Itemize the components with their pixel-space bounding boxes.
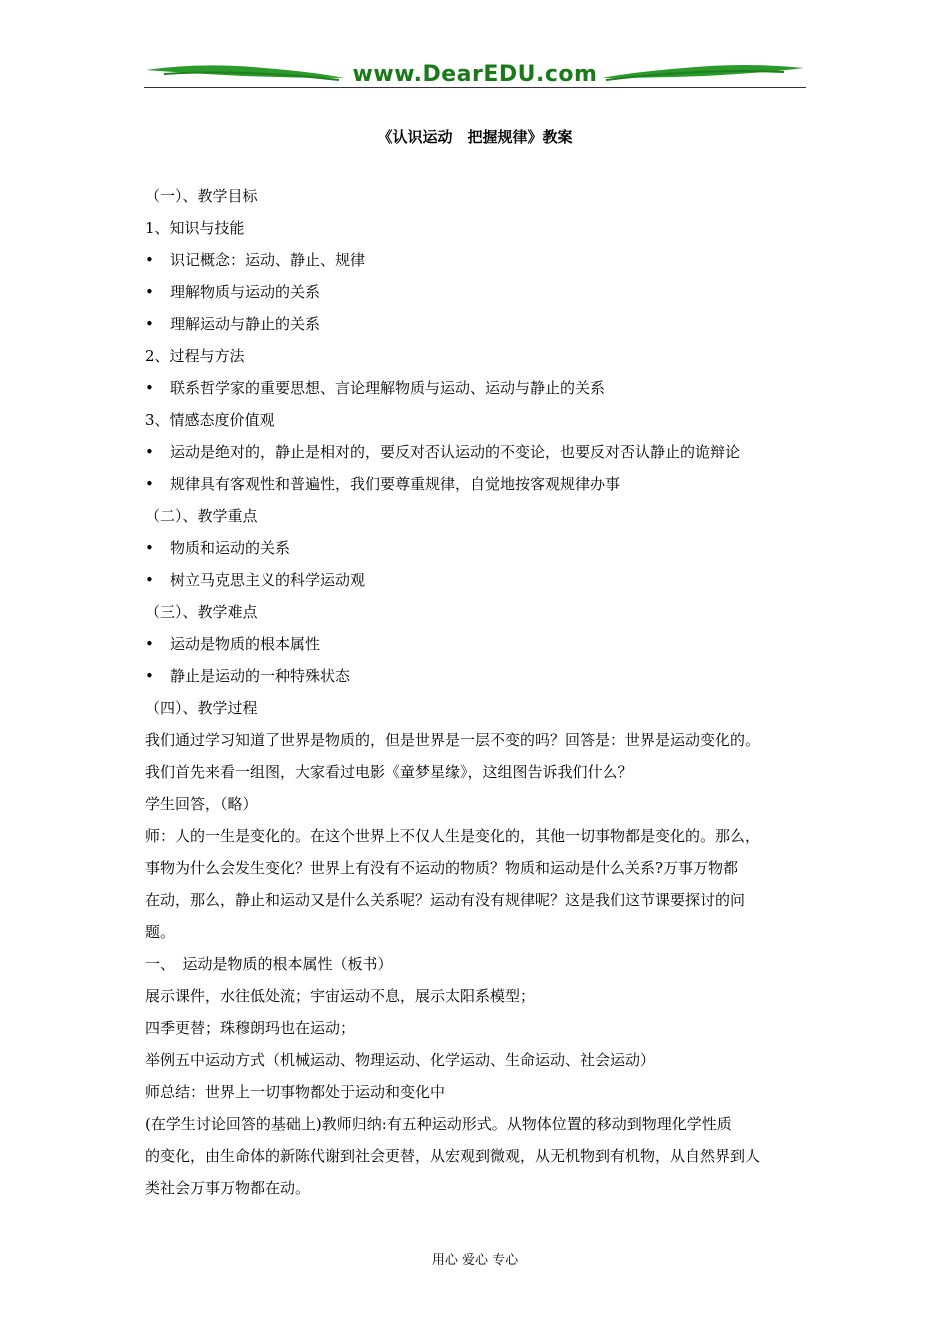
bullet-icon: • bbox=[145, 667, 154, 685]
text-line bbox=[145, 724, 825, 756]
line-text: 静止是运动的一种特殊状态 bbox=[170, 667, 351, 685]
line-text: 在动，那么，静止和运动又是什么关系呢？运动有没有规律呢？这是我们这节课要探讨的问 bbox=[145, 891, 746, 909]
bullet-item bbox=[145, 276, 825, 308]
text-line bbox=[145, 1140, 825, 1172]
line-text: 运动是物质的根本属性 bbox=[170, 635, 321, 653]
line-text: 规律具有客观性和普遍性，我们要尊重规律，自觉地按客观规律办事 bbox=[170, 475, 621, 493]
text-line bbox=[145, 820, 825, 852]
line-text: 学生回答，（略） bbox=[145, 795, 258, 813]
text-line bbox=[145, 916, 825, 948]
line-text: 物质和运动的关系 bbox=[170, 539, 291, 557]
line-text: 我们通过学习知道了世界是物质的，但是世界是一层不变的吗？回答是：世界是运动变化的。 bbox=[145, 731, 761, 749]
line-text: 3、情感态度价值观 bbox=[145, 411, 275, 429]
bullet-item bbox=[145, 436, 825, 468]
text-line bbox=[145, 948, 825, 980]
line-text: 一、 运动是物质的根本属性（板书） bbox=[145, 955, 393, 973]
line-text: 类社会万事万物都在动。 bbox=[145, 1179, 311, 1197]
text-line bbox=[145, 404, 825, 436]
bullet-icon: • bbox=[145, 571, 154, 589]
bullet-icon: • bbox=[145, 251, 154, 269]
line-text: 理解运动与静止的关系 bbox=[170, 315, 321, 333]
line-text: 树立马克思主义的科学运动观 bbox=[170, 571, 366, 589]
line-text: 四季更替；珠穆朗玛也在运动； bbox=[145, 1019, 356, 1037]
bullet-item bbox=[145, 628, 825, 660]
bullet-icon: • bbox=[145, 443, 154, 461]
text-line bbox=[145, 1044, 825, 1076]
line-text: 我们首先来看一组图，大家看过电影《童梦星缘》，这组图告诉我们什么？ bbox=[145, 763, 633, 781]
text-line bbox=[145, 756, 825, 788]
bullet-icon: • bbox=[145, 635, 154, 653]
bullet-item bbox=[145, 468, 825, 500]
page-footer: 用心 爱心 专心 bbox=[431, 1253, 519, 1268]
line-text: 的变化，由生命体的新陈代谢到社会更替，从宏观到微观，从无机物到有机物，从自然界到人 bbox=[145, 1147, 761, 1165]
line-text: （一）、教学目标 bbox=[145, 187, 258, 205]
line-text: 题。 bbox=[145, 923, 176, 941]
text-line bbox=[145, 212, 825, 244]
line-text: 理解物质与运动的关系 bbox=[170, 283, 321, 301]
text-line bbox=[145, 884, 825, 916]
bullet-icon: • bbox=[145, 283, 154, 301]
line-text: （四）、教学过程 bbox=[145, 699, 258, 717]
bullet-item bbox=[145, 308, 825, 340]
line-text: 师：人的一生是变化的。在这个世界上不仅人生是变化的，其他一切事物都是变化的。那么， bbox=[145, 827, 761, 845]
line-text: 展示课件，水往低处流；宇宙运动不息，展示太阳系模型； bbox=[145, 987, 536, 1005]
line-text: 举例五中运动方式（机械运动、物理运动、化学运动、生命运动、社会运动） bbox=[145, 1051, 656, 1069]
line-text: 运动是绝对的，静止是相对的，要反对否认运动的不变论，也要反对否认静止的诡辩论 bbox=[170, 443, 741, 461]
header-rule bbox=[144, 87, 806, 88]
text-line bbox=[145, 1172, 825, 1204]
bullet-icon: • bbox=[145, 315, 154, 333]
bullet-icon: • bbox=[145, 475, 154, 493]
line-text: 2、过程与方法 bbox=[145, 347, 245, 365]
line-text: 师总结：世界上一切事物都处于运动和变化中 bbox=[145, 1083, 446, 1101]
text-line bbox=[145, 500, 825, 532]
line-text: (在学生讨论回答的基础上)教师归纳:有五种运动形式。从物体位置的移动到物理化学性质 bbox=[145, 1115, 732, 1133]
text-line bbox=[145, 340, 825, 372]
text-line bbox=[145, 852, 825, 884]
line-text: 1、知识与技能 bbox=[145, 219, 245, 237]
text-line bbox=[145, 1076, 825, 1108]
text-line bbox=[145, 692, 825, 724]
text-line bbox=[145, 1108, 825, 1140]
bullet-item bbox=[145, 244, 825, 276]
line-text: 识记概念：运动、静止、规律 bbox=[170, 251, 366, 269]
bullet-item bbox=[145, 564, 825, 596]
text-line bbox=[145, 596, 825, 628]
line-text: 事物为什么会发生变化？世界上有没有不运动的物质？物质和运动是什么关系?万事万物都 bbox=[145, 859, 739, 877]
line-text: （三）、教学难点 bbox=[145, 603, 258, 621]
bullet-icon: • bbox=[145, 539, 154, 557]
line-text: 联系哲学家的重要思想、言论理解物质与运动、运动与静止的关系 bbox=[170, 379, 606, 397]
text-line bbox=[145, 980, 825, 1012]
text-line bbox=[145, 788, 825, 820]
page-header bbox=[144, 60, 806, 92]
bullet-item bbox=[145, 372, 825, 404]
bullet-item bbox=[145, 532, 825, 564]
document-title: 《认识运动 把握规律》教案 bbox=[377, 128, 573, 146]
line-text: （二）、教学重点 bbox=[145, 507, 258, 525]
site-url: www.DearEDU.com bbox=[352, 62, 598, 87]
document-body bbox=[145, 180, 825, 1204]
text-line bbox=[145, 1012, 825, 1044]
bullet-item bbox=[145, 660, 825, 692]
bullet-icon: • bbox=[145, 379, 154, 397]
text-line bbox=[145, 180, 825, 212]
